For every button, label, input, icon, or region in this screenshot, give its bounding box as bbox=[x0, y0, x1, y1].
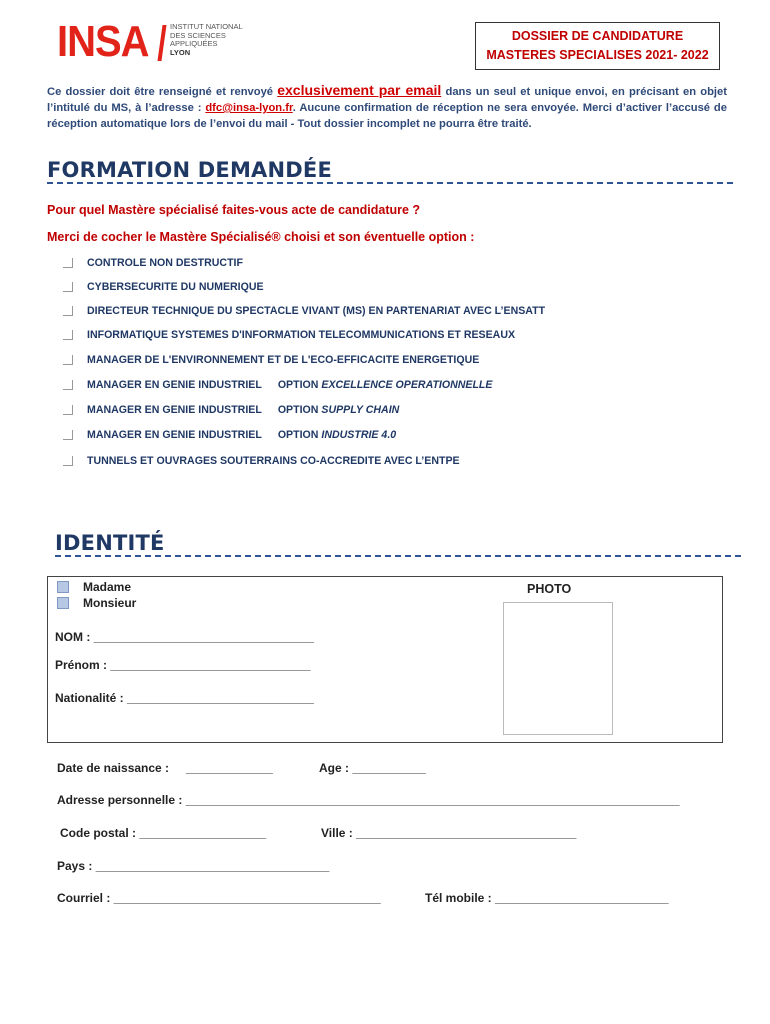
ms-label: CYBERSECURITE DU NUMERIQUE bbox=[87, 281, 264, 293]
ms-option bbox=[278, 404, 399, 416]
logo-line: APPLIQUÉES bbox=[170, 39, 218, 49]
logo-line: LYON bbox=[170, 47, 191, 57]
formation-question: Pour quel Mastère spécialisé faites-vous acte de candidature ? bbox=[47, 203, 421, 217]
section-divider bbox=[47, 182, 733, 184]
checkbox[interactable] bbox=[63, 355, 73, 365]
monsieur-checkbox[interactable] bbox=[57, 597, 69, 609]
prenom-field[interactable]: Prénom : ______________________________ bbox=[55, 658, 311, 672]
ms-option-row[interactable] bbox=[63, 427, 396, 443]
ms-label: MANAGER DE L'ENVIRONNEMENT ET DE L'ECO-EFFICACITE ENERGETIQUE bbox=[87, 354, 480, 366]
ms-option-row[interactable] bbox=[63, 402, 399, 418]
intro-paragraph bbox=[47, 82, 727, 132]
ms-label: TUNNELS ET OUVRAGES SOUTERRAINS CO-ACCREDITE AVEC L’ENTPE bbox=[87, 455, 460, 467]
monsieur-label: Monsieur bbox=[83, 596, 137, 610]
option-prefix: OPTION bbox=[277, 429, 319, 441]
checkbox[interactable] bbox=[63, 430, 73, 440]
intro-text: Ce dossier doit être renseigné et renvoyé bbox=[47, 86, 278, 98]
intro-text: . Aucune confirmation de réception ne sera envoyée. Merci d’activer l’accusé de réception automatique lors de l’envoi du mail - Tout dossier incomplet ne pourra être traité. bbox=[47, 102, 727, 130]
ville-field[interactable]: Ville : _________________________________ bbox=[321, 826, 577, 840]
ms-label: DIRECTEUR TECHNIQUE DU SPECTACLE VIVANT (MS) EN PARTENARIAT AVEC L’ENSATT bbox=[87, 305, 546, 317]
option-prefix: OPTION bbox=[277, 379, 319, 391]
intro-text: dans un seul et unique envoi, en précisant en objet l’intitulé du MS, à l’adresse : bbox=[47, 86, 727, 114]
email-link[interactable]: dfc@insa-lyon.fr bbox=[205, 102, 293, 114]
ms-option bbox=[278, 379, 493, 391]
checkbox[interactable] bbox=[63, 258, 73, 268]
title-line-1: DOSSIER DE CANDIDATURE bbox=[511, 29, 684, 43]
logo-bar bbox=[157, 25, 166, 61]
photo-frame[interactable] bbox=[503, 602, 613, 735]
photo-label: PHOTO bbox=[527, 582, 572, 596]
madame-label: Madame bbox=[83, 580, 132, 594]
checkbox[interactable] bbox=[63, 456, 73, 466]
ms-option bbox=[278, 429, 396, 441]
ms-option-row[interactable] bbox=[63, 453, 460, 469]
ms-option-row[interactable] bbox=[63, 279, 264, 295]
adresse-field[interactable]: Adresse personnelle : __________________________________________________________________________ bbox=[57, 793, 680, 807]
logo-line: DES SCIENCES bbox=[170, 30, 226, 40]
option-value: EXCELLENCE OPERATIONNELLE bbox=[321, 379, 493, 391]
checkbox[interactable] bbox=[63, 405, 73, 415]
checkbox[interactable] bbox=[63, 330, 73, 340]
ms-option-row[interactable] bbox=[63, 377, 492, 393]
ms-label: INFORMATIQUE SYSTEMES D'INFORMATION TELECOMMUNICATIONS ET RESEAUX bbox=[87, 329, 516, 341]
ms-label: MANAGER EN GENIE INDUSTRIEL bbox=[87, 379, 262, 391]
nationalite-field[interactable]: Nationalité : ____________________________ bbox=[55, 691, 314, 705]
date-naissance-label: Date de naissance : bbox=[57, 761, 170, 775]
intro-exclusive: exclusivement par email bbox=[277, 82, 442, 98]
ms-option-row[interactable] bbox=[63, 327, 515, 343]
checkbox[interactable] bbox=[63, 282, 73, 292]
date-naissance-field[interactable]: _____________ bbox=[186, 761, 273, 775]
title-line-2: MASTERES SPECIALISES 2021- 2022 bbox=[486, 48, 709, 62]
checkbox[interactable] bbox=[63, 380, 73, 390]
option-value: SUPPLY CHAIN bbox=[321, 404, 400, 416]
ms-label: MANAGER EN GENIE INDUSTRIEL bbox=[87, 429, 262, 441]
option-prefix: OPTION bbox=[277, 404, 319, 416]
formation-instruction: Merci de cocher le Mastère Spécialisé® choisi et son éventuelle option : bbox=[47, 230, 475, 244]
code-postal-field[interactable]: Code postal : ___________________ bbox=[60, 826, 267, 840]
insa-logo: INSA bbox=[57, 18, 149, 66]
ms-option-row[interactable] bbox=[63, 303, 545, 319]
logo-line: INSTITUT NATIONAL bbox=[170, 22, 243, 31]
courriel-field[interactable]: Courriel : ________________________________________ bbox=[57, 891, 381, 905]
section-divider bbox=[55, 555, 741, 557]
section-title-identite: IDENTITÉ bbox=[55, 531, 165, 555]
ms-label: MANAGER EN GENIE INDUSTRIEL bbox=[87, 404, 262, 416]
madame-checkbox[interactable] bbox=[57, 581, 69, 593]
pays-field[interactable]: Pays : ___________________________________ bbox=[57, 859, 330, 873]
logo-subtitle bbox=[170, 23, 243, 57]
ms-option-row[interactable] bbox=[63, 255, 243, 271]
tel-mobile-field[interactable]: Tél mobile : __________________________ bbox=[425, 891, 669, 905]
age-field[interactable]: Age : ___________ bbox=[319, 761, 426, 775]
nom-field[interactable]: NOM : _________________________________ bbox=[55, 630, 314, 644]
ms-label: CONTROLE NON DESTRUCTIF bbox=[87, 257, 243, 269]
ms-option-row[interactable] bbox=[63, 352, 479, 368]
checkbox[interactable] bbox=[63, 306, 73, 316]
document-title-box bbox=[475, 22, 720, 70]
option-value: INDUSTRIE 4.0 bbox=[321, 429, 397, 441]
section-title-formation: FORMATION DEMANDÉE bbox=[47, 158, 332, 182]
